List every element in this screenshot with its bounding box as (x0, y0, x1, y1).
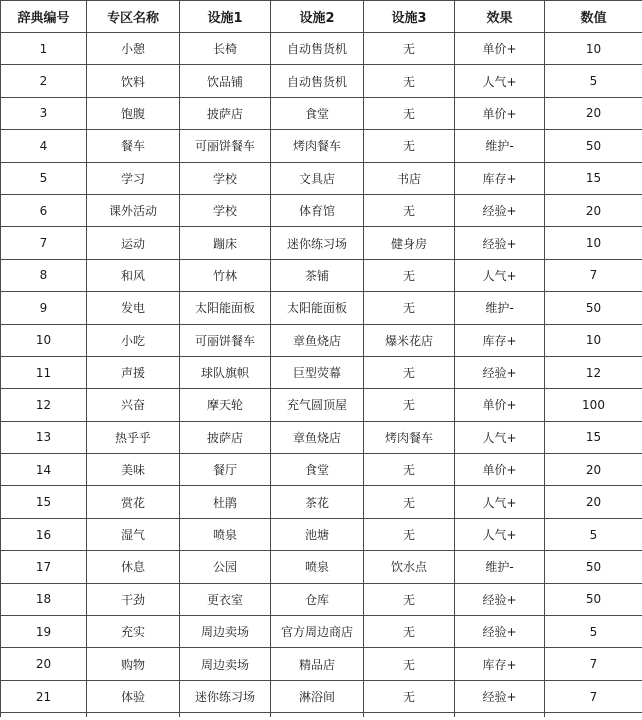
cell-facility-3: 无 (364, 486, 455, 518)
cell-facility-2: 官方周边商店 (271, 616, 364, 648)
cell-zone-name: 兴奋 (87, 389, 180, 421)
cell-zone-name: 湿气 (87, 518, 180, 550)
cell-id: 9 (1, 292, 87, 324)
cell-id: 3 (1, 97, 87, 129)
cell-facility-1: 可丽饼餐车 (180, 130, 271, 162)
cell-effect: 人气+ (455, 486, 545, 518)
cell-id: 14 (1, 454, 87, 486)
cell-facility-1: 太阳能面板 (180, 292, 271, 324)
cell-facility-3: 爆米花店 (364, 324, 455, 356)
cell-facility-2: 淋浴间 (271, 680, 364, 712)
table-row (1, 162, 642, 194)
cell-effect: 经验+ (455, 680, 545, 712)
cell-zone-name: 发电 (87, 292, 180, 324)
cell-facility-2: 体育馆 (271, 194, 364, 226)
empty-cell (271, 713, 364, 718)
table-row (1, 680, 642, 712)
cell-facility-1: 周边卖场 (180, 648, 271, 680)
cell-facility-1: 披萨店 (180, 421, 271, 453)
cell-id: 10 (1, 324, 87, 356)
cell-id: 2 (1, 65, 87, 97)
cell-facility-2: 太阳能面板 (271, 292, 364, 324)
cell-zone-name: 课外活动 (87, 194, 180, 226)
cell-effect: 单价+ (455, 97, 545, 129)
cell-facility-3: 无 (364, 454, 455, 486)
cell-value: 12 (545, 356, 642, 388)
cell-facility-3: 饮水点 (364, 551, 455, 583)
cell-facility-1: 披萨店 (180, 97, 271, 129)
empty-cell (87, 713, 180, 718)
cell-facility-1: 学校 (180, 194, 271, 226)
cell-zone-name: 饮料 (87, 65, 180, 97)
cell-value: 10 (545, 324, 642, 356)
header-facility-2: 设施2 (271, 1, 364, 33)
cell-effect: 人气+ (455, 259, 545, 291)
table-row (1, 259, 642, 291)
cell-facility-3: 无 (364, 583, 455, 615)
cell-zone-name: 饱腹 (87, 97, 180, 129)
table-row (1, 356, 642, 388)
cell-facility-1: 摩天轮 (180, 389, 271, 421)
cell-id: 19 (1, 616, 87, 648)
table-row (1, 324, 642, 356)
cell-effect: 维护- (455, 130, 545, 162)
header-effect: 效果 (455, 1, 545, 33)
cell-id: 13 (1, 421, 87, 453)
cell-effect: 人气+ (455, 518, 545, 550)
cell-value: 20 (545, 97, 642, 129)
cell-zone-name: 赏花 (87, 486, 180, 518)
cell-facility-2: 仓库 (271, 583, 364, 615)
cell-facility-2: 自动售货机 (271, 33, 364, 65)
table-row-partial (1, 713, 642, 718)
cell-effect: 单价+ (455, 33, 545, 65)
table-row (1, 194, 642, 226)
cell-facility-3: 健身房 (364, 227, 455, 259)
cell-facility-2: 章鱼烧店 (271, 421, 364, 453)
table-row (1, 33, 642, 65)
cell-id: 5 (1, 162, 87, 194)
cell-effect: 维护- (455, 292, 545, 324)
cell-effect: 经验+ (455, 194, 545, 226)
cell-effect: 人气+ (455, 65, 545, 97)
cell-value: 7 (545, 648, 642, 680)
cell-zone-name: 餐车 (87, 130, 180, 162)
header-facility-3: 设施3 (364, 1, 455, 33)
cell-facility-2: 精品店 (271, 648, 364, 680)
header-zone-name: 专区名称 (87, 1, 180, 33)
cell-id: 12 (1, 389, 87, 421)
cell-id: 4 (1, 130, 87, 162)
cell-facility-1: 学校 (180, 162, 271, 194)
header-value: 数值 (545, 1, 642, 33)
cell-facility-1: 饮品铺 (180, 65, 271, 97)
cell-value: 7 (545, 259, 642, 291)
cell-facility-2: 自动售货机 (271, 65, 364, 97)
cell-value: 5 (545, 518, 642, 550)
cell-facility-2: 食堂 (271, 454, 364, 486)
header-row (1, 1, 642, 33)
cell-value: 20 (545, 194, 642, 226)
empty-cell (1, 713, 87, 718)
cell-effect: 经验+ (455, 583, 545, 615)
cell-zone-name: 体验 (87, 680, 180, 712)
table-row (1, 389, 642, 421)
table-row (1, 227, 642, 259)
cell-facility-3: 无 (364, 130, 455, 162)
cell-facility-2: 文具店 (271, 162, 364, 194)
cell-value: 50 (545, 583, 642, 615)
cell-facility-2: 食堂 (271, 97, 364, 129)
cell-effect: 库存+ (455, 648, 545, 680)
cell-facility-1: 喷泉 (180, 518, 271, 550)
cell-value: 20 (545, 486, 642, 518)
cell-facility-1: 周边卖场 (180, 616, 271, 648)
cell-facility-3: 无 (364, 292, 455, 324)
cell-value: 5 (545, 65, 642, 97)
cell-effect: 库存+ (455, 162, 545, 194)
table-row (1, 130, 642, 162)
table-row (1, 421, 642, 453)
cell-facility-2: 迷你练习场 (271, 227, 364, 259)
cell-id: 6 (1, 194, 87, 226)
cell-value: 50 (545, 292, 642, 324)
cell-effect: 维护- (455, 551, 545, 583)
cell-id: 20 (1, 648, 87, 680)
cell-facility-3: 无 (364, 518, 455, 550)
cell-value: 50 (545, 551, 642, 583)
cell-value: 10 (545, 227, 642, 259)
cell-facility-1: 杜鹃 (180, 486, 271, 518)
empty-cell (545, 713, 642, 718)
cell-facility-1: 蹦床 (180, 227, 271, 259)
cell-facility-3: 无 (364, 680, 455, 712)
cell-facility-3: 无 (364, 648, 455, 680)
cell-facility-3: 无 (364, 389, 455, 421)
cell-facility-1: 公园 (180, 551, 271, 583)
cell-zone-name: 充实 (87, 616, 180, 648)
cell-id: 18 (1, 583, 87, 615)
cell-facility-1: 更衣室 (180, 583, 271, 615)
cell-effect: 单价+ (455, 389, 545, 421)
cell-facility-2: 巨型荧幕 (271, 356, 364, 388)
cell-value: 10 (545, 33, 642, 65)
cell-id: 17 (1, 551, 87, 583)
cell-facility-1: 可丽饼餐车 (180, 324, 271, 356)
cell-effect: 人气+ (455, 421, 545, 453)
cell-id: 8 (1, 259, 87, 291)
cell-facility-3: 无 (364, 65, 455, 97)
cell-facility-3: 无 (364, 356, 455, 388)
table-row (1, 486, 642, 518)
table-row (1, 648, 642, 680)
cell-effect: 经验+ (455, 616, 545, 648)
cell-facility-3: 无 (364, 97, 455, 129)
cell-id: 1 (1, 33, 87, 65)
empty-cell (364, 713, 455, 718)
cell-facility-3: 书店 (364, 162, 455, 194)
table-row (1, 583, 642, 615)
table-row (1, 518, 642, 550)
cell-zone-name: 小吃 (87, 324, 180, 356)
cell-facility-2: 烤肉餐车 (271, 130, 364, 162)
cell-value: 7 (545, 680, 642, 712)
cell-facility-3: 无 (364, 616, 455, 648)
cell-facility-2: 池塘 (271, 518, 364, 550)
cell-effect: 单价+ (455, 454, 545, 486)
empty-cell (180, 713, 271, 718)
cell-facility-2: 茶铺 (271, 259, 364, 291)
cell-value: 5 (545, 616, 642, 648)
cell-effect: 库存+ (455, 324, 545, 356)
table-row (1, 97, 642, 129)
cell-facility-3: 无 (364, 194, 455, 226)
header-facility-1: 设施1 (180, 1, 271, 33)
cell-value: 15 (545, 421, 642, 453)
cell-facility-3: 无 (364, 33, 455, 65)
cell-zone-name: 干劲 (87, 583, 180, 615)
table-row (1, 65, 642, 97)
table-row (1, 551, 642, 583)
cell-id: 16 (1, 518, 87, 550)
cell-id: 15 (1, 486, 87, 518)
empty-cell (455, 713, 545, 718)
cell-zone-name: 声援 (87, 356, 180, 388)
cell-value: 15 (545, 162, 642, 194)
cell-zone-name: 休息 (87, 551, 180, 583)
cell-zone-name: 学习 (87, 162, 180, 194)
cell-effect: 经验+ (455, 356, 545, 388)
cell-facility-1: 竹林 (180, 259, 271, 291)
cell-zone-name: 小憩 (87, 33, 180, 65)
cell-facility-1: 长椅 (180, 33, 271, 65)
cell-facility-3: 无 (364, 259, 455, 291)
table-row (1, 454, 642, 486)
cell-zone-name: 和风 (87, 259, 180, 291)
cell-facility-1: 餐厅 (180, 454, 271, 486)
cell-facility-2: 充气圆顶屋 (271, 389, 364, 421)
cell-id: 21 (1, 680, 87, 712)
cell-zone-name: 美味 (87, 454, 180, 486)
cell-effect: 经验+ (455, 227, 545, 259)
cell-facility-3: 烤肉餐车 (364, 421, 455, 453)
table-row (1, 616, 642, 648)
cell-value: 20 (545, 454, 642, 486)
cell-facility-2: 茶花 (271, 486, 364, 518)
table-row (1, 292, 642, 324)
cell-id: 7 (1, 227, 87, 259)
cell-id: 11 (1, 356, 87, 388)
cell-value: 50 (545, 130, 642, 162)
cell-zone-name: 购物 (87, 648, 180, 680)
cell-facility-2: 章鱼烧店 (271, 324, 364, 356)
cell-zone-name: 热乎乎 (87, 421, 180, 453)
cell-facility-2: 喷泉 (271, 551, 364, 583)
cell-value: 100 (545, 389, 642, 421)
header-id: 辞典编号 (1, 1, 87, 33)
cell-facility-1: 迷你练习场 (180, 680, 271, 712)
cell-facility-1: 球队旗帜 (180, 356, 271, 388)
cell-zone-name: 运动 (87, 227, 180, 259)
